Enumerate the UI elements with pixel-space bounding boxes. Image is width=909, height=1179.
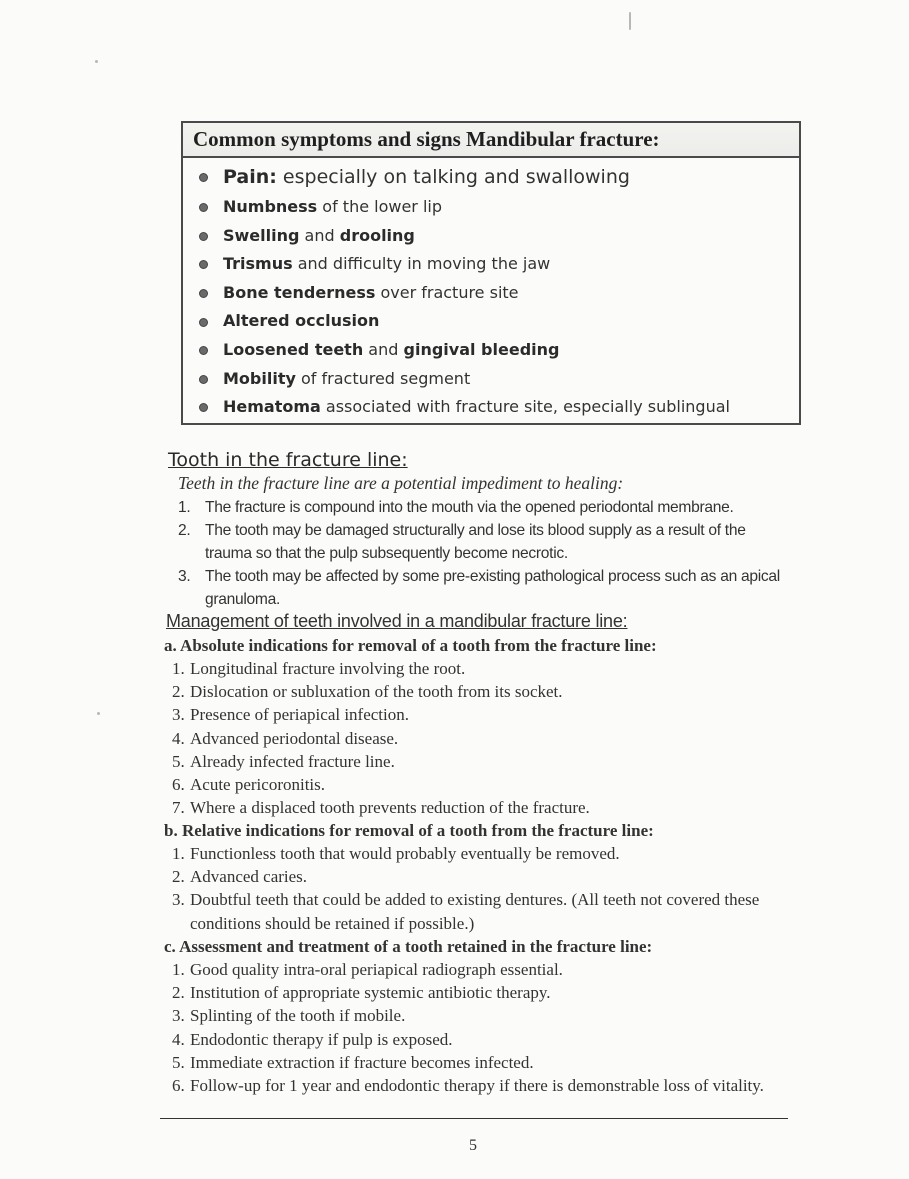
symptom-text: of the lower lip — [317, 197, 443, 216]
symptom-keyword: Bone tenderness — [223, 282, 376, 302]
assessment-treatment-block — [164, 935, 794, 1097]
list-number: 2. — [172, 867, 185, 887]
bullet-icon — [199, 260, 208, 269]
symptom-item — [183, 307, 799, 336]
list-item — [164, 1028, 794, 1051]
list-item — [164, 657, 794, 680]
symptom-text: and — [299, 225, 340, 245]
symptom-keyword: Loosened teeth — [223, 339, 364, 359]
subsection-title: b. Relative indications for removal of a tooth from the fracture line: — [164, 821, 654, 840]
list-text: The tooth may be affected by some pre-existing pathological process such as an apical granuloma. — [205, 568, 780, 608]
list-text: Splinting of the tooth if mobile. — [190, 1006, 406, 1026]
list-text: Follow-up for 1 year and endodontic therapy if there is demonstrable loss of vitality. — [190, 1076, 764, 1096]
list-text: Acute pericoronitis. — [190, 775, 326, 795]
list-text: Immediate extraction if fracture becomes infected. — [190, 1052, 534, 1072]
list-text: Doubtful teeth that could be added to existing dentures. (All teeth not covered these conditions should be retained if possible.) — [190, 890, 760, 933]
management-heading: Management of teeth involved in a mandibular fracture line: — [166, 611, 628, 631]
list-item — [178, 496, 793, 519]
list-item — [164, 1051, 794, 1074]
symptom-item — [183, 161, 799, 193]
symptom-keyword: Hematoma — [223, 397, 321, 417]
bullet-icon — [199, 203, 208, 212]
list-text: Functionless tooth that would probably eventually be removed. — [190, 844, 620, 863]
symptom-item — [183, 279, 799, 308]
symptom-text: and difficulty in moving the jaw — [292, 254, 551, 274]
bullet-icon — [199, 173, 208, 182]
list-item — [164, 727, 794, 750]
list-item — [178, 565, 793, 611]
symptom-text: of fractured segment — [295, 368, 471, 388]
symptom-text: especially on talking and swallowing — [276, 166, 630, 188]
symptoms-box — [181, 121, 801, 425]
list-number: 3. — [178, 568, 191, 585]
symptom-item — [183, 393, 799, 422]
bullet-icon — [199, 375, 208, 384]
symptom-item — [183, 222, 799, 251]
symptom-keyword: drooling — [339, 225, 415, 245]
symptom-keyword: Mobility — [223, 368, 296, 388]
list-number: 1. — [172, 960, 185, 979]
list-item — [164, 703, 794, 726]
list-text: Endodontic therapy if pulp is exposed. — [190, 1029, 453, 1049]
symptoms-title: Common symptoms and signs Mandibular fracture: — [183, 123, 799, 158]
symptom-text: and — [363, 339, 404, 359]
list-text: Dislocation or subluxation of the tooth from its socket. — [190, 682, 563, 702]
subsection-list — [164, 657, 794, 819]
list-number: 6. — [172, 1076, 185, 1096]
bullet-icon — [199, 232, 208, 241]
list-text: The fracture is compound into the mouth via the opened periodontal membrane. — [205, 499, 734, 516]
list-item — [164, 958, 794, 981]
list-number: 5. — [172, 751, 185, 771]
list-number: 6. — [172, 775, 185, 795]
list-number: 4. — [172, 728, 185, 748]
list-item — [164, 796, 794, 819]
scan-speck — [629, 12, 631, 30]
symptom-item — [183, 365, 799, 394]
list-text: The tooth may be damaged structurally and lose its blood supply as a result of the trauma so that the pulp subsequently become necrotic. — [205, 522, 746, 562]
scan-speck — [95, 60, 98, 63]
bullet-icon — [199, 289, 208, 298]
page-number: 5 — [469, 1137, 477, 1154]
list-item — [164, 981, 794, 1004]
list-number: 4. — [172, 1029, 185, 1049]
list-number: 3. — [172, 705, 185, 725]
relative-indications-block — [164, 819, 794, 935]
scan-speck — [97, 712, 100, 715]
symptom-item — [183, 193, 799, 222]
list-number: 5. — [172, 1052, 185, 1072]
subsection-title: a. Absolute indications for removal of a tooth from the fracture line: — [164, 636, 657, 655]
list-text: Already infected fracture line. — [190, 751, 395, 771]
tooth-section-intro: Teeth in the fracture line are a potential impediment to healing: — [178, 473, 624, 493]
subsection-list — [164, 842, 794, 935]
list-text: Longitudinal fracture involving the root. — [190, 659, 466, 678]
list-text: Advanced caries. — [190, 867, 308, 887]
list-number: 3. — [172, 890, 185, 910]
list-number: 2. — [172, 983, 185, 1003]
list-text: Presence of periapical infection. — [190, 705, 410, 725]
symptom-item — [183, 250, 799, 279]
list-item — [164, 1004, 794, 1027]
symptom-keyword: gingival bleeding — [403, 339, 560, 359]
list-item — [164, 750, 794, 773]
list-item — [164, 865, 794, 888]
list-text: Advanced periodontal disease. — [190, 728, 399, 748]
symptom-text: over fracture site — [375, 282, 519, 302]
symptom-item — [183, 336, 799, 365]
list-number: 1. — [178, 499, 191, 516]
tooth-section-list — [178, 496, 793, 611]
list-text: Good quality intra-oral periapical radiograph essential. — [190, 960, 563, 979]
symptom-keyword: Trismus — [223, 254, 293, 274]
list-text: Institution of appropriate systemic antibiotic therapy. — [190, 983, 551, 1003]
list-item — [164, 680, 794, 703]
symptom-keyword: Pain: — [223, 166, 277, 188]
absolute-indications-block — [164, 634, 794, 819]
list-text: Where a displaced tooth prevents reduction of the fracture. — [190, 798, 590, 818]
list-item — [178, 519, 793, 565]
symptoms-list — [183, 161, 799, 422]
list-item — [164, 773, 794, 796]
tooth-section-heading: Tooth in the fracture line: — [168, 449, 408, 471]
list-number: 2. — [172, 682, 185, 702]
subsection-title: c. Assessment and treatment of a tooth retained in the fracture line: — [164, 937, 653, 956]
list-item — [164, 888, 794, 934]
bullet-icon — [199, 403, 208, 412]
bullet-icon — [199, 346, 208, 355]
list-number: 7. — [172, 798, 185, 818]
list-number: 1. — [172, 844, 185, 863]
symptom-keyword: Numbness — [223, 197, 318, 216]
bottom-rule — [160, 1118, 788, 1119]
symptom-text: associated with fracture site, especially sublingual — [320, 397, 730, 417]
list-item — [164, 842, 794, 865]
symptom-keyword: Swelling — [223, 225, 300, 245]
subsection-list — [164, 958, 794, 1097]
list-number: 2. — [178, 522, 191, 539]
symptom-keyword: Altered occlusion — [223, 311, 380, 331]
bullet-icon — [199, 318, 208, 327]
list-number: 3. — [172, 1006, 185, 1026]
list-item — [164, 1074, 794, 1097]
list-number: 1. — [172, 659, 185, 678]
